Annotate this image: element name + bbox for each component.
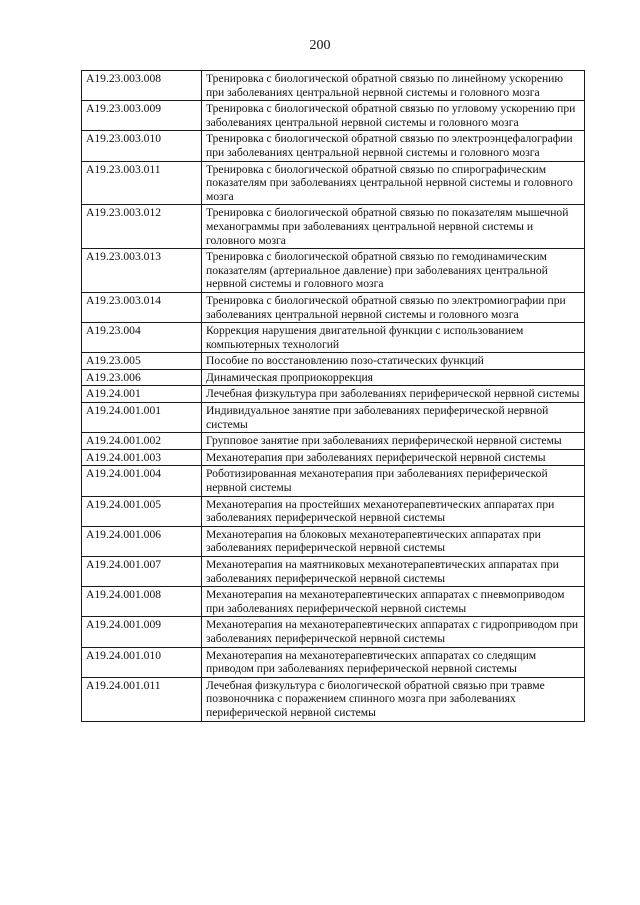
service-name: Механотерапия на механотерапевтических аппаратах со следящим приводом при заболеваниях периферической нервной системы bbox=[202, 647, 585, 677]
service-code: A19.24.001.008 bbox=[82, 587, 202, 617]
service-code: A19.23.004 bbox=[82, 323, 202, 353]
service-name: Механотерапия на механотерапевтических аппаратах с пневмоприводом при заболеваниях периферической нервной системы bbox=[202, 587, 585, 617]
table-row bbox=[82, 369, 585, 386]
service-name: Тренировка с биологической обратной связью по гемодинамическим показателям (артериальное давление) при заболеваниях центральной нервной системы и головного мозга bbox=[202, 249, 585, 293]
table-row bbox=[82, 323, 585, 353]
service-name: Механотерапия при заболеваниях периферической нервной системы bbox=[202, 449, 585, 466]
service-name: Лечебная физкультура при заболеваниях периферической нервной системы bbox=[202, 386, 585, 403]
table-row bbox=[82, 466, 585, 496]
service-code: A19.23.003.009 bbox=[82, 101, 202, 131]
service-name: Динамическая проприокоррекция bbox=[202, 369, 585, 386]
service-code: A19.24.001.007 bbox=[82, 557, 202, 587]
service-name: Тренировка с биологической обратной связью по электромиографии при заболеваниях центральной нервной системы и головного мозга bbox=[202, 292, 585, 322]
table-body bbox=[82, 71, 585, 722]
service-code: A19.24.001.004 bbox=[82, 466, 202, 496]
table-row bbox=[82, 403, 585, 433]
service-code: A19.24.001.011 bbox=[82, 677, 202, 721]
service-code: A19.23.003.008 bbox=[82, 71, 202, 101]
service-code: A19.23.003.013 bbox=[82, 249, 202, 293]
service-name: Тренировка с биологической обратной связью по электроэнцефалографии при заболеваниях центральной нервной системы и головного мозга bbox=[202, 131, 585, 161]
service-code: A19.24.001 bbox=[82, 386, 202, 403]
service-name: Тренировка с биологической обратной связью по линейному ускорению при заболеваниях центральной нервной системы и головного мозга bbox=[202, 71, 585, 101]
service-name: Роботизированная механотерапия при заболеваниях периферической нервной системы bbox=[202, 466, 585, 496]
service-code: A19.24.001.002 bbox=[82, 433, 202, 450]
service-name: Пособие по восстановлению позо-статических функций bbox=[202, 353, 585, 370]
table-row bbox=[82, 587, 585, 617]
table-row bbox=[82, 677, 585, 721]
service-name: Механотерапия на простейших механотерапевтических аппаратах при заболеваниях периферической нервной системы bbox=[202, 496, 585, 526]
table-row bbox=[82, 249, 585, 293]
table-row bbox=[82, 617, 585, 647]
service-code: A19.24.001.010 bbox=[82, 647, 202, 677]
service-name: Механотерапия на механотерапевтических аппаратах с гидроприводом при заболеваниях периферической нервной системы bbox=[202, 617, 585, 647]
table-row bbox=[82, 496, 585, 526]
service-code-table bbox=[81, 70, 585, 722]
service-name: Механотерапия на маятниковых механотерапевтических аппаратах при заболеваниях периферической нервной системы bbox=[202, 557, 585, 587]
service-name: Механотерапия на блоковых механотерапевтических аппаратах при заболеваниях периферической нервной системы bbox=[202, 526, 585, 556]
table-row bbox=[82, 101, 585, 131]
table-row bbox=[82, 205, 585, 249]
service-code: A19.23.005 bbox=[82, 353, 202, 370]
table-row bbox=[82, 647, 585, 677]
service-code: A19.24.001.005 bbox=[82, 496, 202, 526]
table-row bbox=[82, 292, 585, 322]
table-row bbox=[82, 449, 585, 466]
service-name: Коррекция нарушения двигательной функции с использованием компьютерных технологий bbox=[202, 323, 585, 353]
table-row bbox=[82, 161, 585, 205]
table-row bbox=[82, 386, 585, 403]
service-name: Тренировка с биологической обратной связью по спирографическим показателям при заболеваниях центральной нервной системы и головного мозга bbox=[202, 161, 585, 205]
table-row bbox=[82, 353, 585, 370]
table-row bbox=[82, 71, 585, 101]
service-code: A19.23.003.012 bbox=[82, 205, 202, 249]
table-row bbox=[82, 526, 585, 556]
service-name: Лечебная физкультура с биологической обратной связью при травме позвоночника с поражением спинного мозга при заболеваниях периферической нервной системы bbox=[202, 677, 585, 721]
service-code: A19.23.006 bbox=[82, 369, 202, 386]
service-code: A19.23.003.014 bbox=[82, 292, 202, 322]
service-code: A19.24.001.009 bbox=[82, 617, 202, 647]
service-code: A19.23.003.010 bbox=[82, 131, 202, 161]
page-number: 200 bbox=[309, 38, 331, 53]
service-code: A19.24.001.001 bbox=[82, 403, 202, 433]
table-row bbox=[82, 557, 585, 587]
table-row bbox=[82, 131, 585, 161]
service-name: Индивидуальное занятие при заболеваниях периферической нервной системы bbox=[202, 403, 585, 433]
service-name: Групповое занятие при заболеваниях периферической нервной системы bbox=[202, 433, 585, 450]
service-name: Тренировка с биологической обратной связью по угловому ускорению при заболеваниях центральной нервной системы и головного мозга bbox=[202, 101, 585, 131]
service-code: A19.24.001.003 bbox=[82, 449, 202, 466]
service-code: A19.23.003.011 bbox=[82, 161, 202, 205]
table-row bbox=[82, 433, 585, 450]
service-name: Тренировка с биологической обратной связью по показателям мышечной механограммы при заболеваниях центральной нервной системы и головного мозга bbox=[202, 205, 585, 249]
service-code: A19.24.001.006 bbox=[82, 526, 202, 556]
